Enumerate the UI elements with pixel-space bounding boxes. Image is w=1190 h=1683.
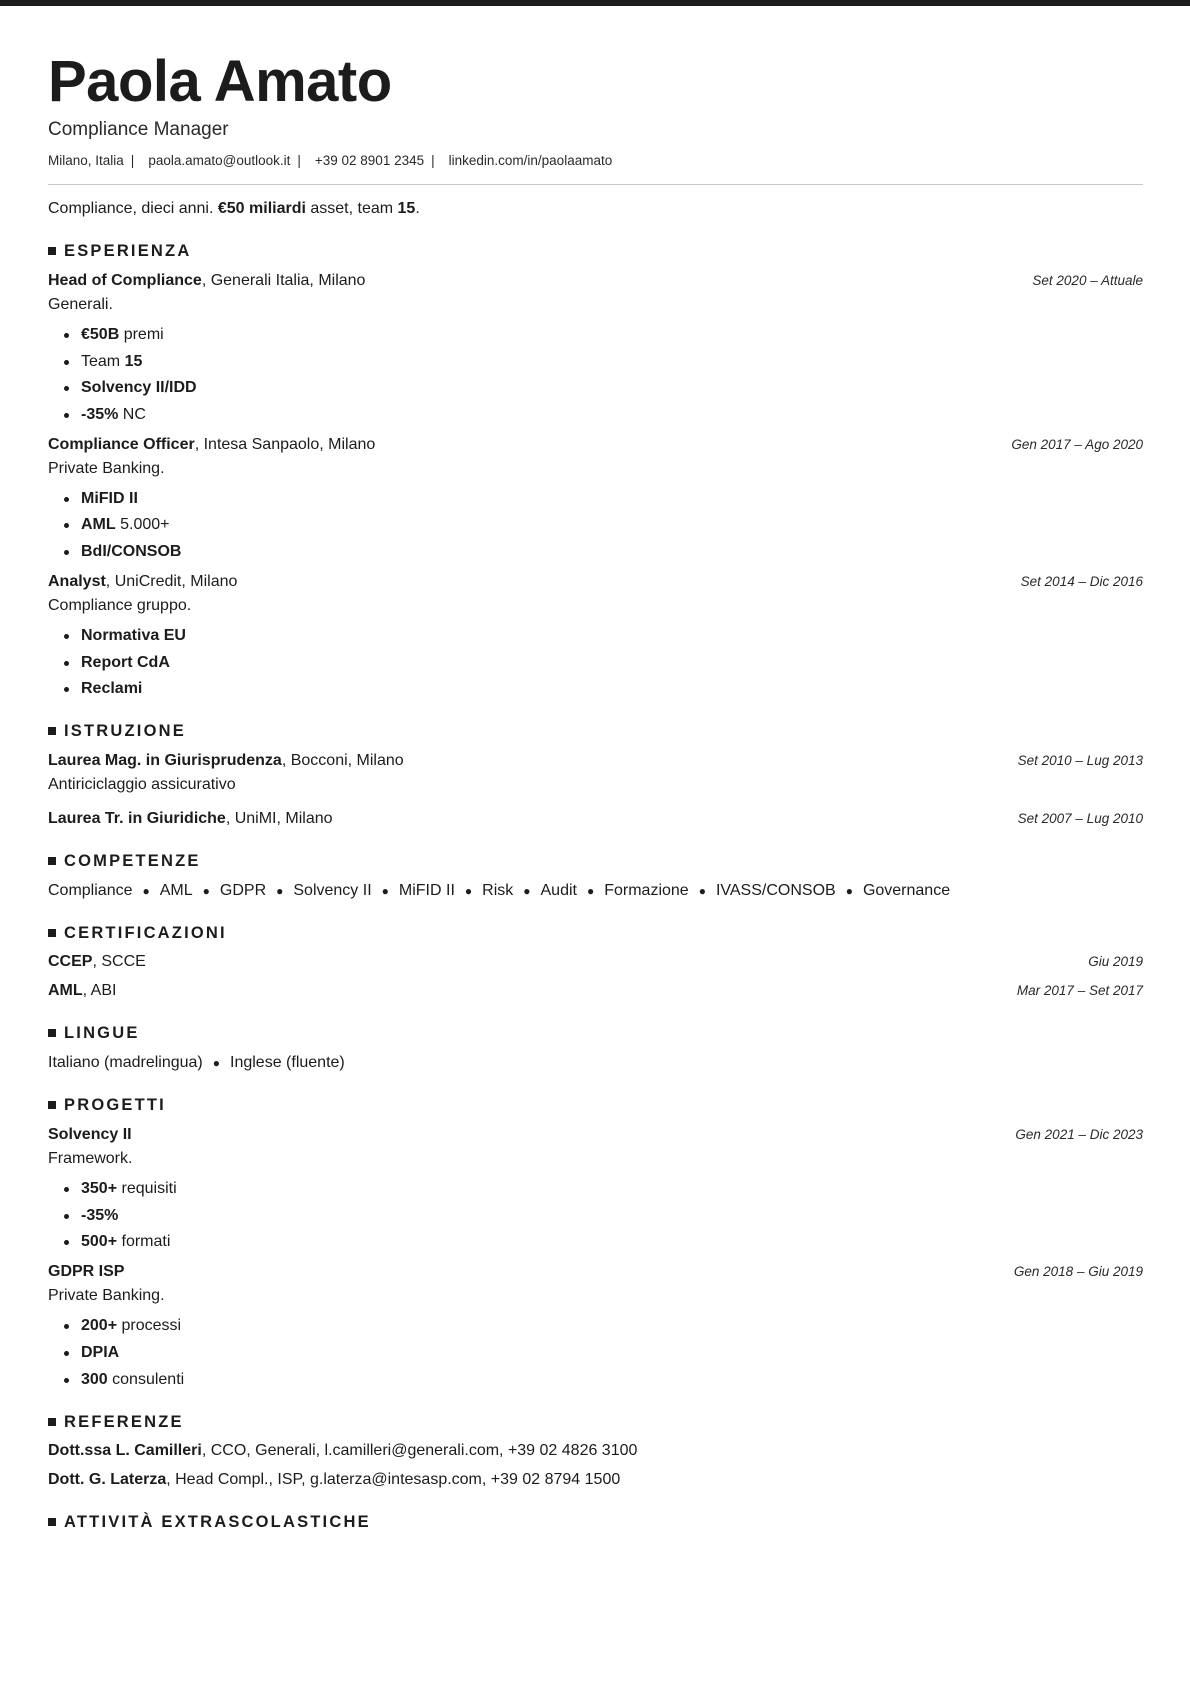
entry-date: Set 2010 – Lug 2013 — [1017, 753, 1143, 769]
entry-school: , Bocconi, Milano — [281, 752, 404, 770]
entry-bullets — [64, 1179, 1143, 1252]
skill-item: Solvency II — [293, 882, 372, 900]
entry-degree: Laurea Mag. in Giurisprudenza — [48, 752, 282, 770]
entry-date: Set 2014 – Dic 2016 — [1020, 573, 1143, 589]
cert-name: AML — [48, 982, 83, 1000]
bullet-item: Report CdA — [64, 653, 1143, 673]
skill-item: Formazione — [604, 882, 689, 900]
cert-name: CCEP — [48, 953, 93, 971]
project-name: GDPR ISP — [48, 1263, 125, 1281]
section-label: REFERENZE — [64, 1412, 184, 1431]
summary-text: . — [415, 200, 420, 217]
section-label: ESPERIENZA — [64, 242, 192, 260]
section-label: COMPETENZE — [64, 852, 201, 871]
project-entry — [48, 1262, 1143, 1389]
bullet-item: 300 consulenti — [64, 1370, 1143, 1390]
section-title-certifications — [48, 923, 1143, 943]
bullet-separator: ● — [381, 884, 389, 899]
section-label: PROGETTI — [64, 1096, 166, 1115]
section-title-extracurricular — [48, 1512, 1143, 1532]
language-item: Italiano (madrelingua) — [48, 1054, 203, 1072]
reference-details: , Head Compl., ISP, g.laterza@intesasp.com, +39 02 8794 1500 — [166, 1470, 621, 1488]
certification-item — [48, 981, 1143, 1001]
entry-date: Set 2020 – Attuale — [1032, 273, 1143, 288]
section-title-skills — [48, 851, 1143, 871]
languages-list — [48, 1053, 1143, 1073]
reference-name: Dott.ssa L. Camilleri — [48, 1441, 202, 1459]
project-name: Solvency II — [48, 1126, 132, 1144]
entry-description: Private Banking. — [48, 1287, 165, 1305]
skill-item: GDPR — [219, 882, 267, 900]
bullet-separator: ● — [142, 884, 150, 899]
candidate-name: Paola Amato — [48, 49, 392, 114]
bullet-separator: ● — [586, 884, 595, 899]
contact-separator: | — [431, 153, 435, 168]
contact-separator: | — [130, 153, 135, 168]
bullet-item: -35% — [64, 1206, 1143, 1226]
section-title-languages — [48, 1023, 1143, 1043]
section-title-education — [48, 721, 1143, 741]
summary-highlight: 15 — [397, 200, 416, 217]
reference-item — [48, 1470, 1143, 1490]
entry-org: , Generali Italia, Milano — [201, 272, 366, 289]
bullet-item: -35% NC — [64, 405, 1143, 425]
reference-name: Dott. G. Laterza — [48, 1470, 167, 1488]
entry-org: , UniCredit, Milano — [105, 572, 238, 590]
section-square-icon — [48, 1029, 56, 1037]
project-entry — [48, 1125, 1143, 1252]
contact-phone[interactable]: +39 02 8901 2345 — [314, 153, 425, 168]
language-item: Inglese (fluente) — [230, 1054, 345, 1072]
entry-date: Gen 2017 – Ago 2020 — [1011, 436, 1143, 452]
entry-description: Antiriciclaggio assicurativo — [48, 776, 236, 794]
contact-separator: | — [297, 153, 301, 168]
entry-degree: Laurea Tr. in Giuridiche — [48, 810, 226, 828]
header-divider — [48, 184, 1143, 185]
entry-org: , Intesa Sanpaolo, Milano — [194, 435, 376, 453]
candidate-title: Compliance Manager — [48, 119, 229, 140]
bullet-item: MiFID II — [64, 489, 1143, 509]
contact-email[interactable]: paola.amato@outlook.it — [148, 153, 291, 168]
cert-issuer: , ABI — [82, 982, 117, 1000]
section-square-icon — [48, 857, 56, 865]
entry-description: Private Banking. — [48, 459, 165, 477]
experience-entry — [48, 435, 1143, 562]
section-title-references — [48, 1412, 1143, 1432]
entry-description: Generali. — [48, 296, 113, 313]
cert-issuer: , SCCE — [92, 953, 146, 971]
entry-description: Compliance gruppo. — [48, 596, 192, 614]
bullet-separator: ● — [464, 884, 473, 899]
contact-linkedin[interactable]: linkedin.com/in/paolaamato — [448, 153, 613, 168]
bullet-separator: ● — [212, 1056, 220, 1071]
education-entry — [48, 809, 1143, 829]
bullet-separator: ● — [202, 884, 210, 899]
section-title-experience — [48, 241, 1143, 261]
experience-entry — [48, 572, 1143, 699]
summary-highlight: €50 miliardi — [217, 200, 306, 217]
entry-role: Head of Compliance — [48, 272, 202, 289]
section-square-icon — [48, 1101, 56, 1109]
bullet-separator: ● — [845, 884, 853, 899]
top-accent-bar — [0, 0, 1190, 6]
section-square-icon — [48, 727, 56, 735]
section-square-icon — [48, 1518, 56, 1526]
summary — [48, 199, 1143, 219]
entry-bullets — [64, 489, 1143, 562]
bullet-separator: ● — [276, 884, 284, 899]
reference-details: , CCO, Generali, l.camilleri@generali.com, +39 02 4826 3100 — [201, 1441, 638, 1459]
skills-list — [48, 881, 1143, 901]
skill-item: Audit — [540, 882, 577, 900]
certification-item — [48, 952, 1143, 972]
entry-role: Compliance Officer — [48, 435, 195, 453]
section-title-projects — [48, 1095, 1143, 1115]
summary-text: asset, team — [305, 200, 398, 217]
bullet-item: Reclami — [64, 679, 1143, 699]
bullet-separator: ● — [523, 884, 531, 899]
section-square-icon — [48, 247, 56, 255]
entry-role: Analyst — [48, 572, 106, 590]
cert-date: Giu 2019 — [1088, 954, 1143, 970]
resume-page — [48, 48, 1143, 1532]
bullet-separator: ● — [698, 884, 706, 899]
contact-location: Milano, Italia — [48, 153, 124, 168]
bullet-item: 500+ formati — [64, 1232, 1143, 1252]
skill-item: MiFID II — [398, 882, 455, 900]
entry-bullets — [64, 325, 1143, 425]
bullet-item: 350+ requisiti — [64, 1179, 1143, 1199]
bullet-item: AML 5.000+ — [64, 515, 1143, 535]
entry-bullets — [64, 1316, 1143, 1389]
section-label: LINGUE — [64, 1024, 140, 1043]
entry-date: Gen 2018 – Giu 2019 — [1013, 1264, 1143, 1280]
education-entry — [48, 751, 1143, 795]
reference-item — [48, 1441, 1143, 1461]
bullet-item: BdI/CONSOB — [64, 542, 1143, 562]
section-square-icon — [48, 929, 56, 937]
bullet-item: 200+ processi — [64, 1316, 1143, 1336]
entry-bullets — [64, 626, 1143, 699]
bullet-item: DPIA — [64, 1343, 1143, 1363]
section-square-icon — [48, 1418, 56, 1426]
bullet-item: €50B premi — [64, 325, 1143, 345]
section-label: ATTIVITÀ EXTRASCOLASTICHE — [64, 1512, 371, 1531]
cert-date: Mar 2017 – Set 2017 — [1016, 983, 1143, 999]
entry-school: , UniMI, Milano — [225, 810, 333, 828]
summary-text: Compliance, dieci anni. — [48, 200, 218, 217]
section-label: CERTIFICAZIONI — [64, 924, 227, 943]
bullet-item: Team 15 — [64, 352, 1143, 372]
skill-item: Risk — [482, 882, 514, 900]
skill-item: Compliance — [48, 882, 133, 900]
skill-item: Governance — [862, 882, 951, 900]
experience-entry — [48, 271, 1143, 425]
entry-description: Framework. — [48, 1150, 133, 1168]
entry-date: Gen 2021 – Dic 2023 — [1015, 1127, 1143, 1143]
contact-line — [48, 152, 1143, 170]
entry-date: Set 2007 – Lug 2010 — [1017, 811, 1143, 827]
skill-item: AML — [159, 882, 193, 900]
bullet-item: Normativa EU — [64, 626, 1143, 646]
bullet-item: Solvency II/IDD — [64, 378, 1143, 398]
section-label: ISTRUZIONE — [64, 722, 186, 741]
skill-item: IVASS/CONSOB — [715, 882, 836, 900]
